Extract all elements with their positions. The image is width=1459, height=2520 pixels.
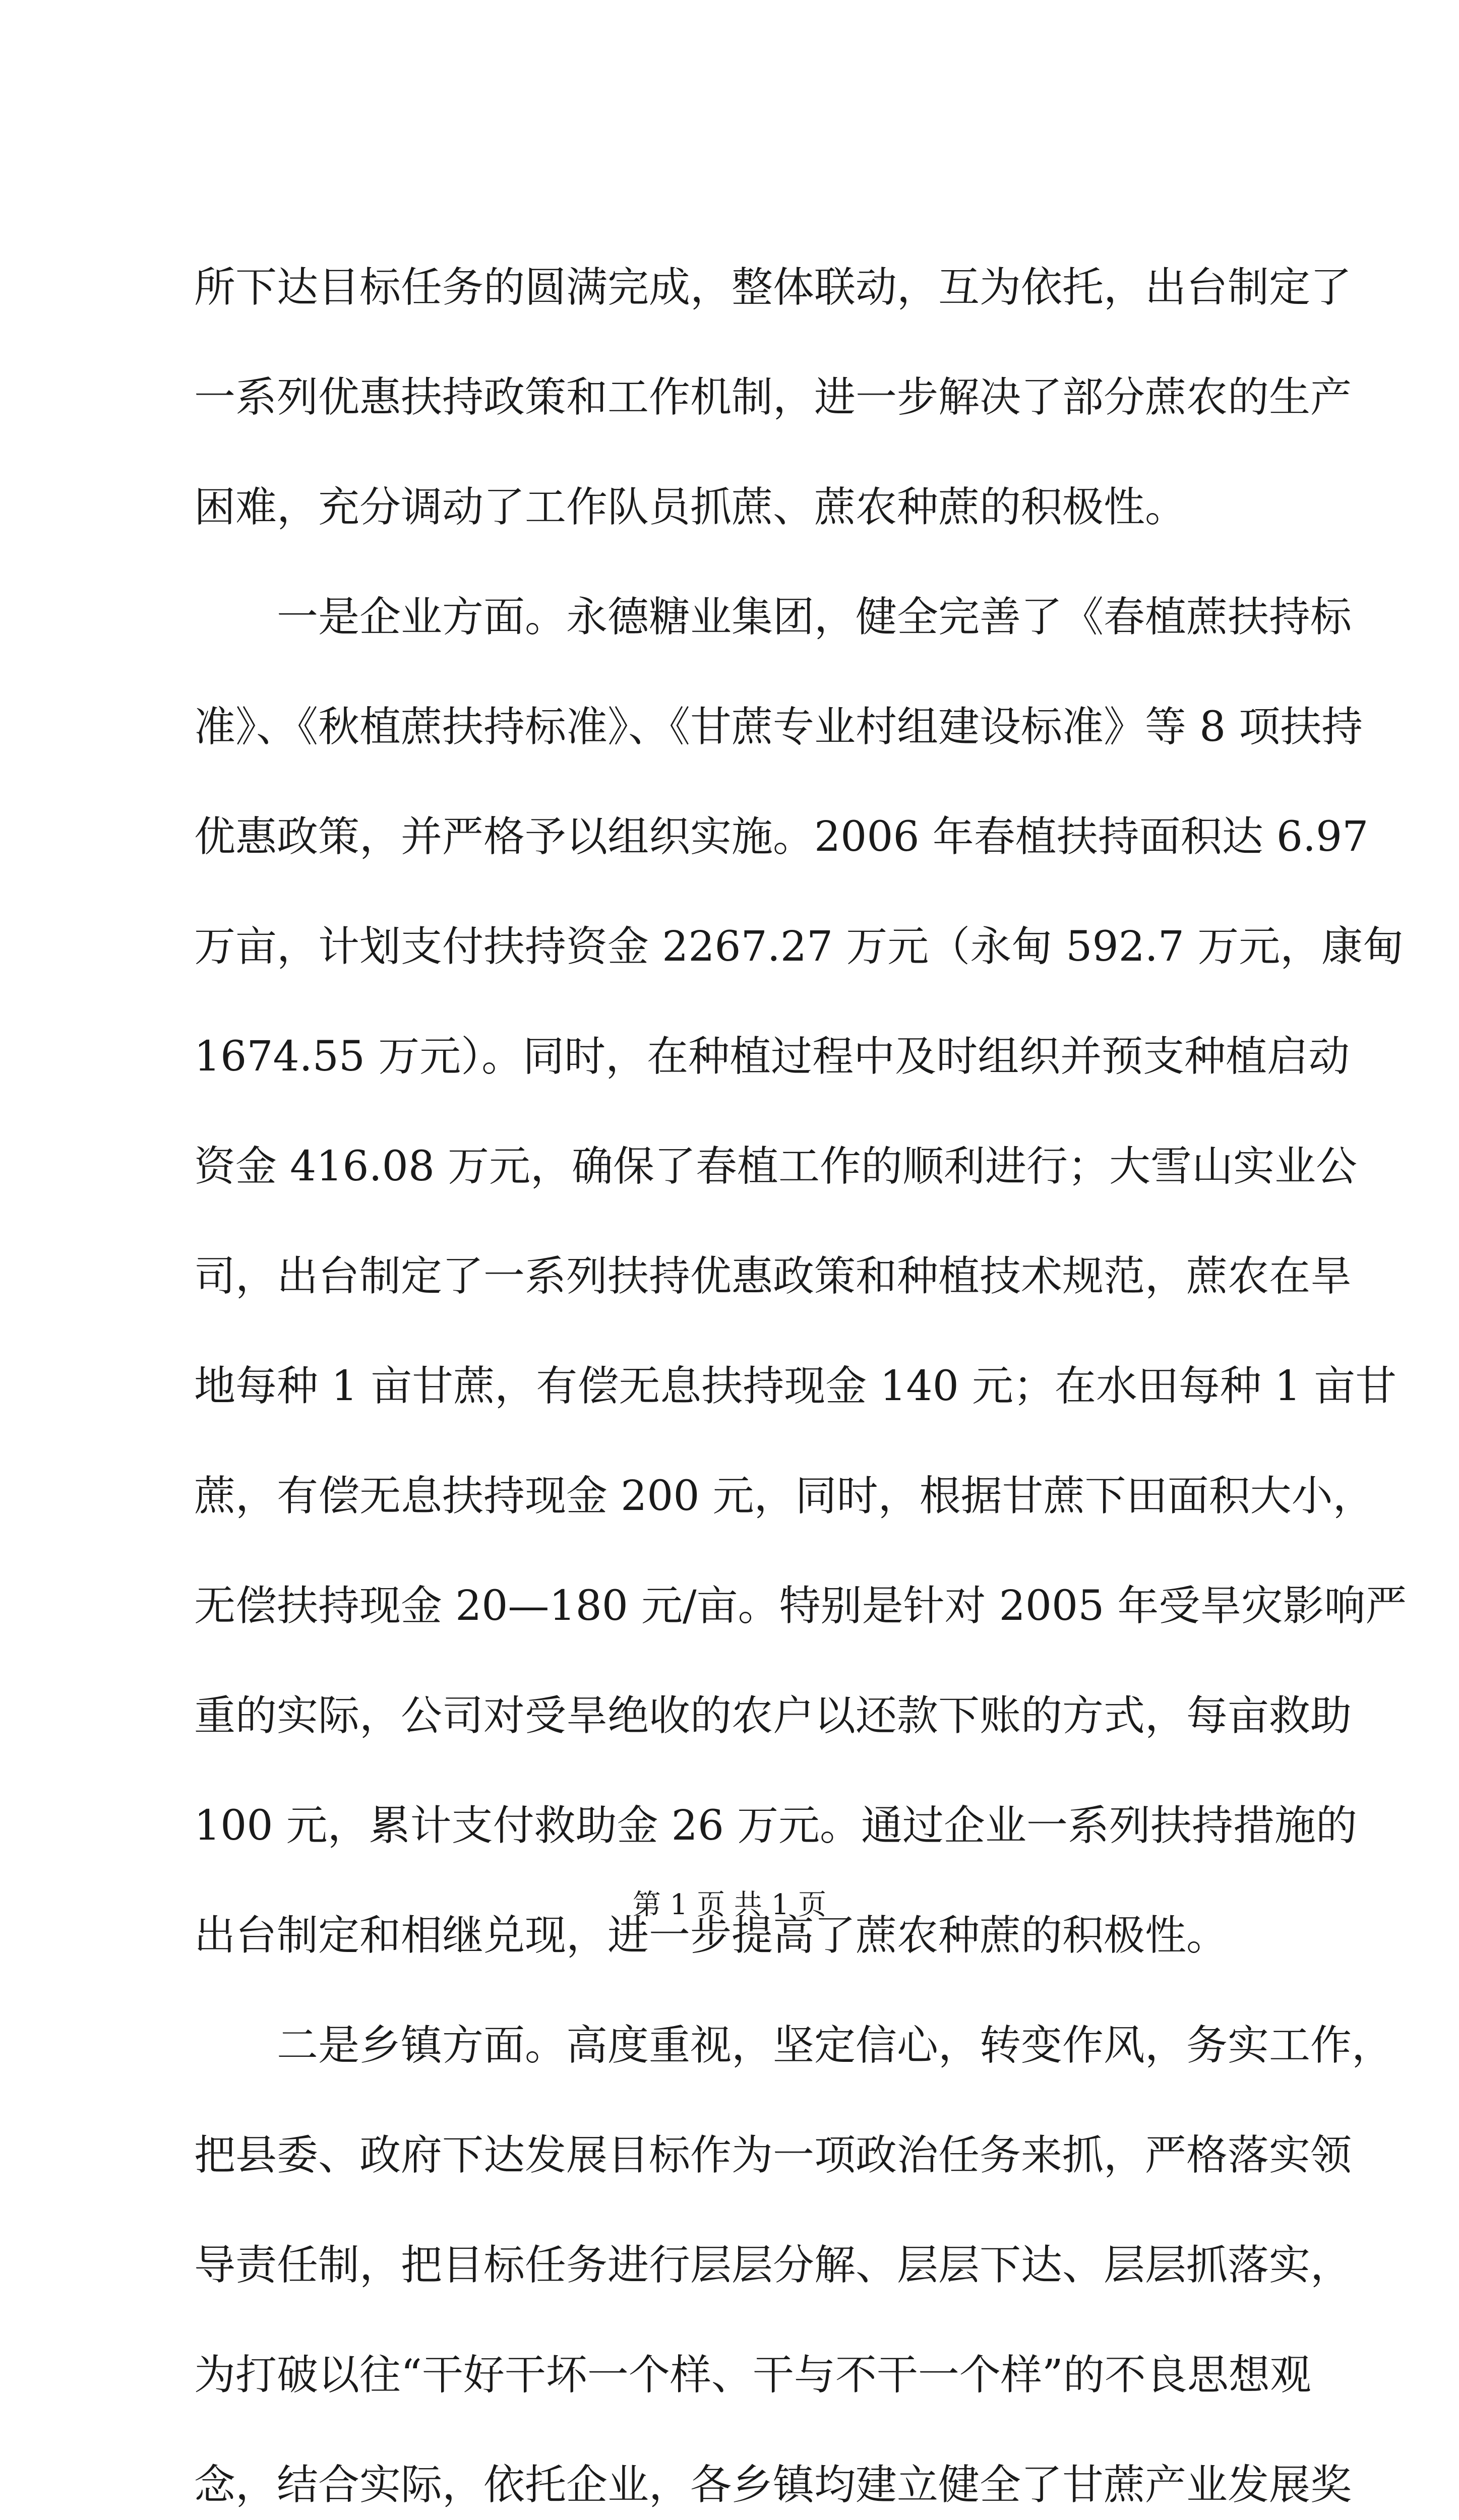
paragraph-start-line: 二是乡镇方面。高度重视，坚定信心，转变作风，务实工作， [194,2022,1393,2069]
text-line: 准》、《秋植蔗扶持标准》、《甘蔗专业村组建设标准》等 8 项扶持 [194,703,1363,751]
paragraph-start-line: 一是企业方面。永德糖业集团，健全完善了《春植蔗扶持标 [194,593,1352,641]
text-line: 资金 416.08 万元，确保了春植工作的顺利进行；大雪山实业公 [194,1143,1358,1190]
text-line: 100 元，累计支付救助金 26 万元。通过企业一系列扶持措施的 [194,1802,1358,1850]
text-line: 地每种 1 亩甘蔗，有偿无息扶持现金 140 元；在水田每种 1 亩甘 [194,1362,1397,1410]
text-line: 一系列优惠扶持政策和工作机制，进一步解决了部分蔗农的生产 [194,373,1352,421]
text-line: 1674.55 万元）。同时，在种植过程中及时组织并预支种植启动 [194,1033,1350,1081]
text-line: 所下达目标任务的圆满完成，整体联动，互为依托，出台制定了 [194,264,1352,311]
text-line: 蔗，有偿无息扶持现金 200 元，同时，根据甘蔗下田面积大小， [194,1472,1374,1520]
page-footer [0,1885,1459,1925]
text-line: 万亩，计划支付扶持资金 2267.27 万元（永甸 592.7 万元，康甸 [194,923,1405,971]
page-number: 第 1 页 共 1 页 [632,1888,827,1921]
body-text [194,233,1407,2520]
text-line: 司，出台制定了一系列扶持优惠政策和种植技术规范，蔗农在旱 [194,1252,1352,1300]
text-line: 重的实际，公司对受旱绝收的农户以还款下账的方式，每亩救助 [194,1692,1352,1740]
text-line: 出台制定和相继兑现，进一步提高了蔗农种蔗的积极性。 [194,1912,1228,1960]
text-line: 导责任制，把目标任务进行层层分解、层层下达、层层抓落实， [194,2241,1352,2289]
text-line: 为打破以往“干好干坏一个样、干与不干一个样”的不良思想观 [194,2351,1311,2399]
text-line: 优惠政策，并严格予以组织实施。2006 年春植扶持面积达 6.97 [194,813,1369,861]
text-line: 把县委、政府下达发展目标作为一项政治任务来抓，严格落实领 [194,2131,1352,2179]
text-line: 念，结合实际，依托企业，各乡镇均建立健全了甘蔗产业发展奖 [194,2461,1352,2509]
text-line: 无偿扶持现金 20—180 元/亩。特别是针对 2005 年受旱灾影响严 [194,1582,1407,1630]
text-line: 困难，充分调动了工作队员抓蔗、蔗农种蔗的积极性。 [194,483,1187,531]
